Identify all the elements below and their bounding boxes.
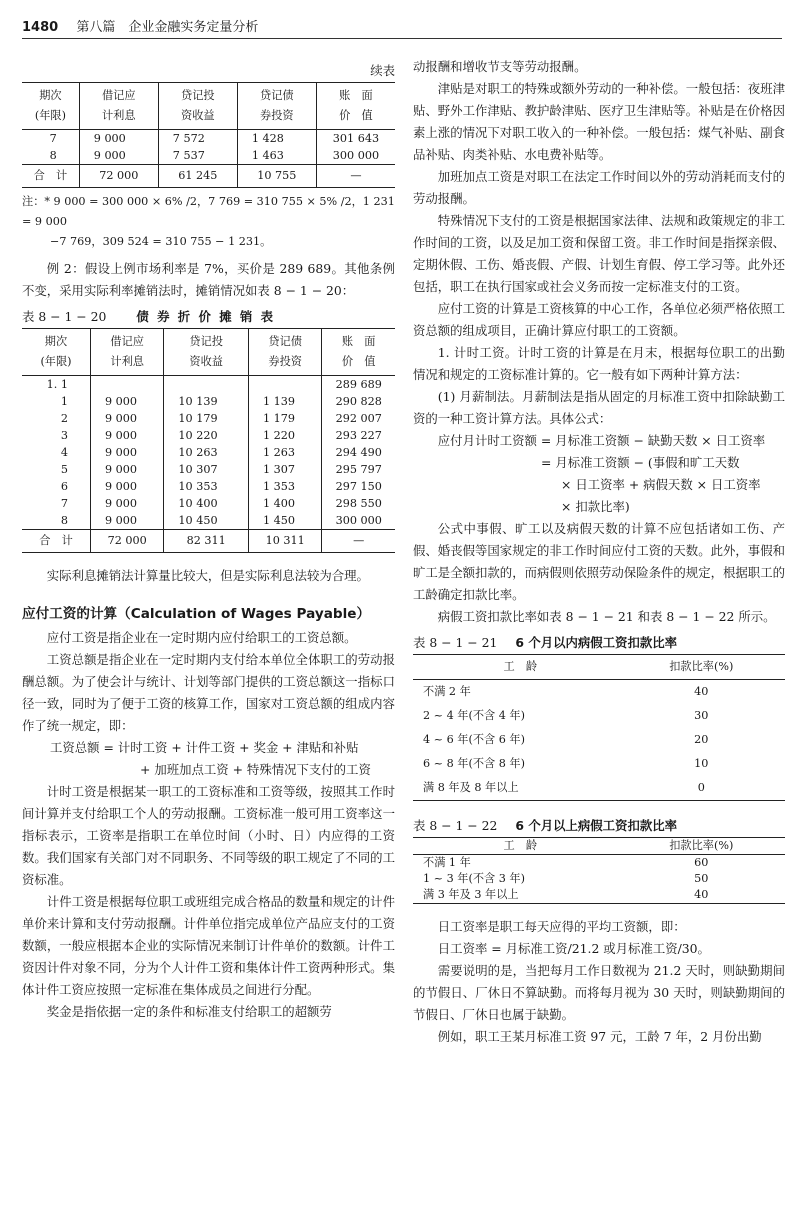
column-header [90,329,163,376]
table-cell: 10 353 [164,478,249,495]
table-cell: 9 000 [79,147,158,165]
table-cell: 满 3 年及 3 年以上 [423,888,519,901]
header-rule [22,38,782,39]
bond-table-continued [22,82,395,188]
table-cell: 289 689 [335,378,382,391]
table-cell: 1 400 [248,495,321,512]
column-header: 扣款比率(%) [618,838,785,855]
table-row [22,495,395,512]
total-row [22,165,395,188]
table-cell: 不满 1 年 [423,856,471,869]
column-header-line: 资收益 [181,109,215,122]
table-cell: 1 [22,393,90,410]
table-cell: 不满 2 年 [423,685,471,698]
body-paragraph: 应付工资的计算是工资核算的中心工作，各单位必须严格依照工资总额的组成项目，正确计算应付职工的工资额。 [413,301,785,338]
body-paragraph: 动报酬和增收节支等劳动报酬。 [413,59,587,74]
table-cell: 40 [694,888,709,901]
table-cell: 7 [22,495,90,512]
table-cell: 9 000 [90,461,163,478]
column-header-line: 价 值 [339,109,373,122]
body-paragraph: 公式中事假、旷工以及病假天数的计算不应包括诸如工伤、产假、婚丧假等国家规定的非工作时间应付工资的天数。此外，事假和旷工是全额扣款的，而病假则依照劳动保险条件的规定，根据职工的工龄确定扣款比率。 [413,521,785,602]
note-line-1: 注：* 9 000 = 300 000 × 6% /2，7 769 = 310 755 × 5% /2，1 231 = 9 000 [22,195,395,228]
table-title: 6 个月以上病假工资扣款比率 [515,818,678,833]
table-cell: 10 307 [164,461,249,478]
column-header-line: 贷记债 [268,335,302,348]
total-cell: 10 311 [248,530,321,553]
table-cell: 8 [22,512,90,530]
column-header-line: (年限) [34,109,66,122]
column-header [322,329,395,376]
table-number: 表 8 − 1 − 21 [413,635,498,650]
table-row [22,393,395,410]
table-cell: 9 000 [79,130,158,148]
table-row [22,147,395,165]
table-number: 表 8 − 1 − 22 [413,818,498,833]
table-row [22,376,395,394]
total-row [22,530,395,553]
column-header-line: 借记应 [101,89,136,102]
formula-line: = 月标准工资额 − (事假和旷工天数 [541,455,740,470]
table-cell: 3 [22,427,90,444]
table-cell: 1 179 [248,410,321,427]
table-cell: 294 490 [335,446,382,459]
section-heading: 应付工资的计算（Calculation of Wages Payable） [22,606,371,622]
sick-leave-table-6mo-above [413,837,785,904]
left-column [22,56,395,1023]
table-cell [90,376,163,394]
table-cell: 50 [694,872,709,885]
table-cell: 满 8 年及 8 年以上 [423,781,519,794]
table-title: 债 券 折 价 摊 销 表 [136,309,276,324]
table-cell: 9 000 [90,512,163,530]
table-cell: 9 000 [90,444,163,461]
table-caption [413,632,785,654]
right-column [413,56,785,1048]
body-paragraph: 1. 计时工资。计时工资的计算是在月末，根据每位职工的出勤情况和规定的工资标准计算的。它一般有如下两种计算方法： [413,345,785,382]
bond-discount-amortization-table [22,328,395,553]
formula-line: 日工资率 = 月标准工资/21.2 或月标准工资/30。 [437,941,710,956]
table-cell: 2 ~ 4 年(不含 4 年) [423,709,525,722]
table-cell: 10 139 [164,393,249,410]
column-header-line: 券投资 [268,355,302,368]
body-paragraph: 奖金是指依据一定的条件和标准支付给职工的超额劳 [46,1004,332,1019]
table-row [22,130,395,148]
table-cell: 4 ~ 6 年(不含 6 年) [423,733,525,746]
table-row [413,776,785,801]
body-paragraph: 病假工资扣款比率如表 8 − 1 − 21 和表 8 − 1 − 22 所示。 [437,609,776,624]
column-header-line: 计利息 [110,355,144,368]
page-number: 1480 [22,20,59,35]
body-paragraph: 加班加点工资是对职工在法定工作时间以外的劳动消耗而支付的劳动报酬。 [413,169,785,206]
table-cell [248,376,321,394]
total-cell: 82 311 [164,530,249,553]
column-header: 扣款比率(%) [618,655,785,680]
table-cell: 60 [694,856,709,869]
total-cell: — [316,165,395,188]
column-header-line: 贷记债 [260,89,294,102]
note-line-2: −7 769，309 524 = 310 755 − 1 231。 [50,235,272,248]
table-cell: 300 000 [335,514,382,527]
total-cell: 72 000 [90,530,163,553]
total-cell: 合 计 [22,165,79,188]
table-cell [164,376,249,394]
table-row [22,427,395,444]
table-row [413,728,785,752]
formula-line: × 日工资率 + 病假天数 × 日工资率 [561,477,761,492]
column-header [158,83,237,130]
column-header-line: 账 面 [339,89,373,102]
column-header [79,83,158,130]
table-cell: 10 263 [164,444,249,461]
column-header [248,329,321,376]
table-cell: 9 000 [90,495,163,512]
table-cell: 7 537 [158,147,237,165]
table-cell: 8 [22,147,79,165]
table-cell: 1 307 [248,461,321,478]
table-cell: 40 [694,685,709,698]
column-header [316,83,395,130]
table-caption [413,815,785,837]
table-title: 6 个月以内病假工资扣款比率 [515,635,678,650]
table-cell: 7 [22,130,79,148]
table-cell: 7 572 [158,130,237,148]
table-cell: 30 [694,709,709,722]
table-cell: 1. 1 [22,376,90,394]
table-row [413,680,785,705]
table-cell: 10 220 [164,427,249,444]
table-cell: 293 227 [335,429,382,442]
table-cell: 1 463 [237,147,316,165]
compare-paragraph: 实际利息摊销法计算量比较大，但是实际利息法较为合理。 [46,568,369,583]
table-cell: 6 ~ 8 年(不含 8 年) [423,757,525,770]
column-header [237,83,316,130]
table-cell: 0 [697,781,705,794]
column-header-line: 券投资 [260,109,294,122]
column-header-line: 期次 [44,335,68,348]
column-header-line: (年限) [40,355,72,368]
table-cell: 10 450 [164,512,249,530]
body-paragraph: 津贴是对职工的特殊或额外劳动的一种补偿。一般包括：夜班津贴、野外工作津贴、教护龄津贴、医疗卫生津贴等。补贴是在价格因素上涨的情况下对职工收入的一种补偿。一般包括：煤气补贴、副食品补贴、肉类补贴、水电费补贴等。 [413,81,785,162]
column-header-line: 价 值 [341,355,376,368]
formula-line: × 扣款比率) [561,499,630,514]
body-paragraph: 特殊情况下支付的工资是根据国家法律、法规和政策规定的非工作时间的工资，以及足加工资和保留工资。非工作时间是指探亲假、定期休假、工伤、婚丧假、产假、计划生育假、停工学习等。此外还包括，职工在执行国家或社会义务而按一定标准支付的工资。 [413,213,785,294]
column-header-line: 贷记投 [189,335,223,348]
formula-line: 应付月计时工资额 = 月标准工资额 − 缺勤天数 × 日工资率 [437,433,766,448]
table-note [22,192,395,252]
table-row [413,855,785,872]
table-cell: 1 ~ 3 年(不含 3 年) [423,872,525,885]
table-cell: 1 139 [248,393,321,410]
body-paragraph: 需要说明的是，当把每月工作日数视为 21.2 天时，则缺勤期间的节假日、厂休日不算缺勤。而将每月视为 30 天时，则缺勤期间的节假日、厂休日也属于缺勤。 [413,963,785,1022]
table-cell: 292 007 [335,412,382,425]
column-header-line: 期次 [39,89,62,102]
formula-line: + 加班加点工资 + 特殊情况下支付的工资 [140,762,371,777]
body-paragraph: 应付工资是指企业在一定时期内应付给职工的工资总额。 [46,630,357,645]
body-paragraph: 日工资率是职工每天应得的平均工资额，即： [437,919,686,934]
sick-leave-table-6mo-within [413,654,785,801]
total-cell: 72 000 [79,165,158,188]
body-paragraph: 计件工资是根据每位职工或班组完成合格品的数量和规定的计件单价来计算和支付劳动报酬。计件单位指完成单位产品应支付的工资数额，一般应根据本企业的实际情况来制订计件单价的数额。计件工资因计件对象不同，分为个人计件工资和集体计件工资两种形式。集体计件工资应按照一定标准在集体成员之间进行分配。 [22,894,395,997]
table-row [22,410,395,427]
total-cell: 合 计 [22,530,90,553]
total-cell: 61 245 [158,165,237,188]
column-header [22,83,79,130]
table-cell: 9 000 [90,410,163,427]
column-header [22,329,90,376]
table-cell: 295 797 [335,463,382,476]
body-paragraph: 工资总额是指企业在一定时期内支付给本单位全体职工的劳动报酬总额。为了使会计与统计、计划等部门提供的工资总额这一指标口径一致，同时为了便于工资的核算工作，国家对工资总额的组成内容作了统一规定，即： [22,652,395,733]
table-cell: 1 353 [248,478,321,495]
table-row [22,478,395,495]
table-cell: 9 000 [90,427,163,444]
table-row [413,704,785,728]
table-row [413,871,785,887]
section-title: 第八篇 企业金融实务定量分析 [76,20,259,35]
table-cell: 1 428 [237,130,316,148]
table-cell: 297 150 [335,480,382,493]
running-header [22,16,258,35]
table-cell: 20 [694,733,709,746]
table-cell: 9 000 [90,478,163,495]
table-cell: 2 [22,410,90,427]
table-cell: 1 450 [248,512,321,530]
column-header-line: 资收益 [189,355,223,368]
column-header: 工 龄 [413,838,618,855]
table-row [22,461,395,478]
example-2-paragraph: 例 2：假设上例市场利率是 7%，买价是 289 689。其他条例不变，采用实际利率摊销法时，摊销情况如表 8 − 1 − 20： [22,261,395,298]
table-row [413,887,785,904]
column-header-line: 账 面 [341,335,376,348]
table-cell: 1 220 [248,427,321,444]
table-cell: 290 828 [335,395,382,408]
formula-line: 工资总额 = 计时工资 + 计件工资 + 奖金 + 津贴和补贴 [50,740,359,755]
body-paragraph: 计时工资是根据某一职工的工资标准和工资等级，按照其工作时间计算并支付给职工个人的劳动报酬。工资标准一般可用工资率这一指标表示，工资率是指职工在单位时间（小时、日）内应得的工资数。我们国家有关部门对不同职务、不同等级的职工规定了不同的工资标准。 [22,784,395,887]
column-header [164,329,249,376]
column-header-line: 计利息 [101,109,136,122]
table-cell: 4 [22,444,90,461]
table-row [413,752,785,776]
table-row [22,444,395,461]
table-cell: 300 000 [332,149,380,162]
column-header-line: 贷记投 [181,89,215,102]
column-header-line: 借记应 [110,335,144,348]
continued-label: 续表 [370,63,395,78]
table-cell: 10 [694,757,709,770]
column-header: 工 龄 [413,655,618,680]
table-cell: 301 643 [332,132,380,145]
table-cell: 298 550 [335,497,382,510]
table-cell: 6 [22,478,90,495]
table-number: 表 8 − 1 − 20 [22,309,107,324]
table-cell: 1 263 [248,444,321,461]
table-cell: 10 179 [164,410,249,427]
table-cell: 5 [22,461,90,478]
total-cell: — [322,530,395,553]
table-cell: 9 000 [90,393,163,410]
table-cell: 10 400 [164,495,249,512]
table-row [22,512,395,530]
total-cell: 10 755 [237,165,316,188]
body-paragraph: 例如，职工王某月标准工资 97 元，工龄 7 年，2 月份出勤 [437,1029,762,1044]
table-caption [22,306,395,328]
body-paragraph: (1) 月薪制法。月薪制法是指从固定的月标准工资中扣除缺勤工资的一种工资计算方法。具体公式： [413,389,785,426]
